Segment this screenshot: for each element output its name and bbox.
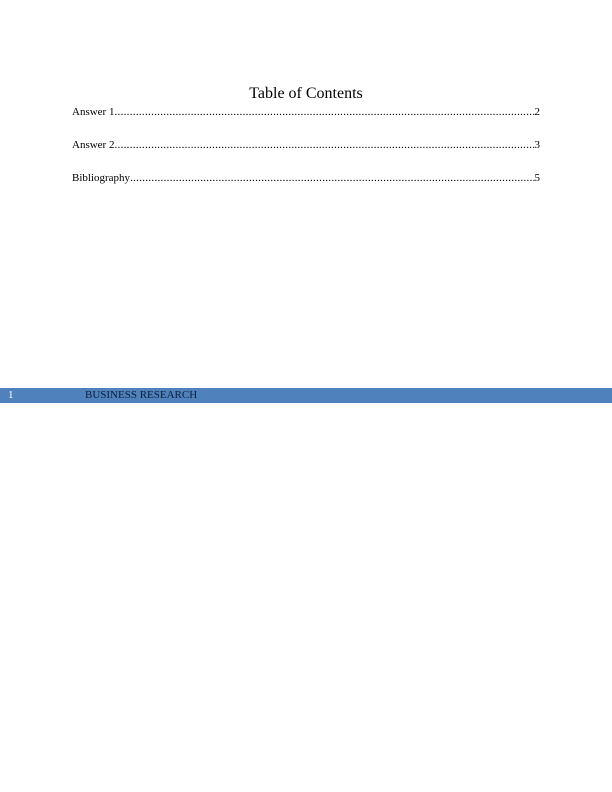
toc-list — [72, 104, 540, 203]
toc-entry-label: Answer 2 — [72, 139, 115, 151]
toc-dot-leader — [114, 137, 534, 153]
footer-page-number: 1 — [8, 389, 14, 401]
toc-title: Table of Contents — [249, 85, 363, 102]
toc-dot-leader — [114, 104, 534, 120]
toc-entry-answer-2[interactable] — [72, 137, 540, 153]
toc-entry-label: Bibliography — [72, 172, 131, 184]
toc-entry-answer-1[interactable] — [72, 104, 540, 120]
toc-entry-page: 2 — [534, 106, 540, 118]
toc-entry-label: Answer 1 — [72, 106, 115, 118]
toc-entry-page: 3 — [534, 139, 540, 151]
toc-dot-leader — [130, 170, 534, 186]
toc-entry-page: 5 — [534, 172, 540, 184]
toc-entry-bibliography[interactable] — [72, 170, 540, 186]
footer-band — [0, 388, 612, 403]
footer-running-head: BUSINESS RESEARCH — [85, 389, 198, 401]
